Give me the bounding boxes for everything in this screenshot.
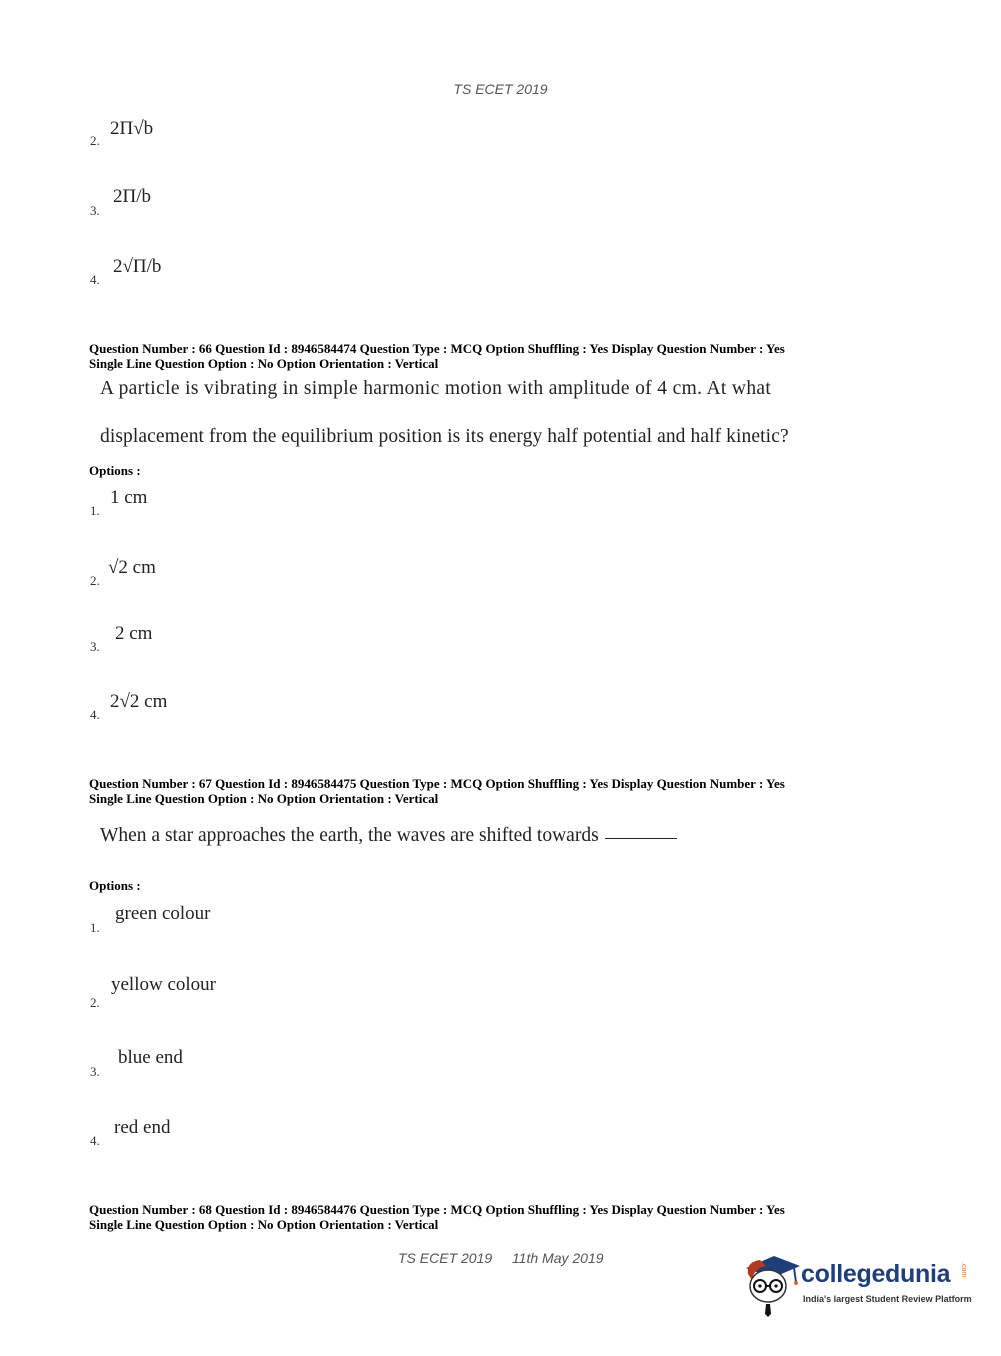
option-value: blue end bbox=[118, 1047, 183, 1068]
answer-blank bbox=[605, 838, 677, 839]
question-text bbox=[100, 825, 677, 847]
option-value: 2Π√b bbox=[110, 118, 154, 139]
question-meta: Single Line Question Option : No Option Orientation : Vertical bbox=[89, 356, 439, 371]
option-value: 2√2 cm bbox=[110, 691, 168, 712]
option-number: 3. bbox=[90, 639, 100, 654]
question-text: displacement from the equilibrium position is its energy half potential and half kinetic? bbox=[100, 426, 789, 447]
option-value: yellow colour bbox=[111, 974, 217, 995]
option-number: 4. bbox=[90, 1133, 100, 1148]
option-value: 1 cm bbox=[110, 487, 148, 508]
option-value: √2 cm bbox=[108, 557, 156, 578]
option-number: 2. bbox=[90, 133, 100, 148]
question-meta: Single Line Question Option : No Option Orientation : Vertical bbox=[89, 791, 439, 806]
collegedunia-logo bbox=[740, 1246, 970, 1321]
page-header-title: TS ECET 2019 bbox=[453, 81, 548, 97]
question-meta: Question Number : 66 Question Id : 8946584474 Question Type : MCQ Option Shuffling : Yes Display Question Number : Yes bbox=[89, 341, 785, 356]
option-value: 2√Π/b bbox=[113, 256, 162, 277]
option-value: 2 cm bbox=[115, 623, 153, 644]
option-number: 1. bbox=[90, 920, 100, 935]
mascot-icon bbox=[740, 1248, 800, 1318]
options-label: Options : bbox=[89, 878, 141, 893]
footer-exam: TS ECET 2019 bbox=[398, 1250, 493, 1266]
logo-domain-suffix: .com bbox=[960, 1262, 967, 1278]
question-text-content: When a star approaches the earth, the waves are shifted towards bbox=[100, 825, 599, 846]
option-number: 1. bbox=[90, 503, 100, 518]
option-value: red end bbox=[114, 1117, 171, 1138]
question-meta: Single Line Question Option : No Option Orientation : Vertical bbox=[89, 1217, 439, 1232]
option-value: 2Π/b bbox=[113, 186, 151, 207]
logo-wordmark: collegedunia bbox=[801, 1260, 951, 1288]
option-value: green colour bbox=[115, 903, 211, 924]
question-meta: Question Number : 67 Question Id : 8946584475 Question Type : MCQ Option Shuffling : Yes Display Question Number : Yes bbox=[89, 776, 785, 791]
option-number: 2. bbox=[90, 995, 100, 1010]
question-text: A particle is vibrating in simple harmonic motion with amplitude of 4 cm. At what bbox=[100, 378, 772, 399]
option-number: 3. bbox=[90, 203, 100, 218]
option-number: 3. bbox=[90, 1064, 100, 1079]
logo-tagline: India's largest Student Review Platform bbox=[803, 1294, 972, 1304]
options-label: Options : bbox=[89, 463, 141, 478]
option-number: 4. bbox=[90, 707, 100, 722]
option-number: 2. bbox=[90, 573, 100, 588]
option-number: 4. bbox=[90, 272, 100, 287]
page-footer bbox=[398, 1250, 604, 1266]
question-meta: Question Number : 68 Question Id : 8946584476 Question Type : MCQ Option Shuffling : Yes Display Question Number : Yes bbox=[89, 1202, 785, 1217]
footer-date: 11th May 2019 bbox=[511, 1250, 604, 1266]
